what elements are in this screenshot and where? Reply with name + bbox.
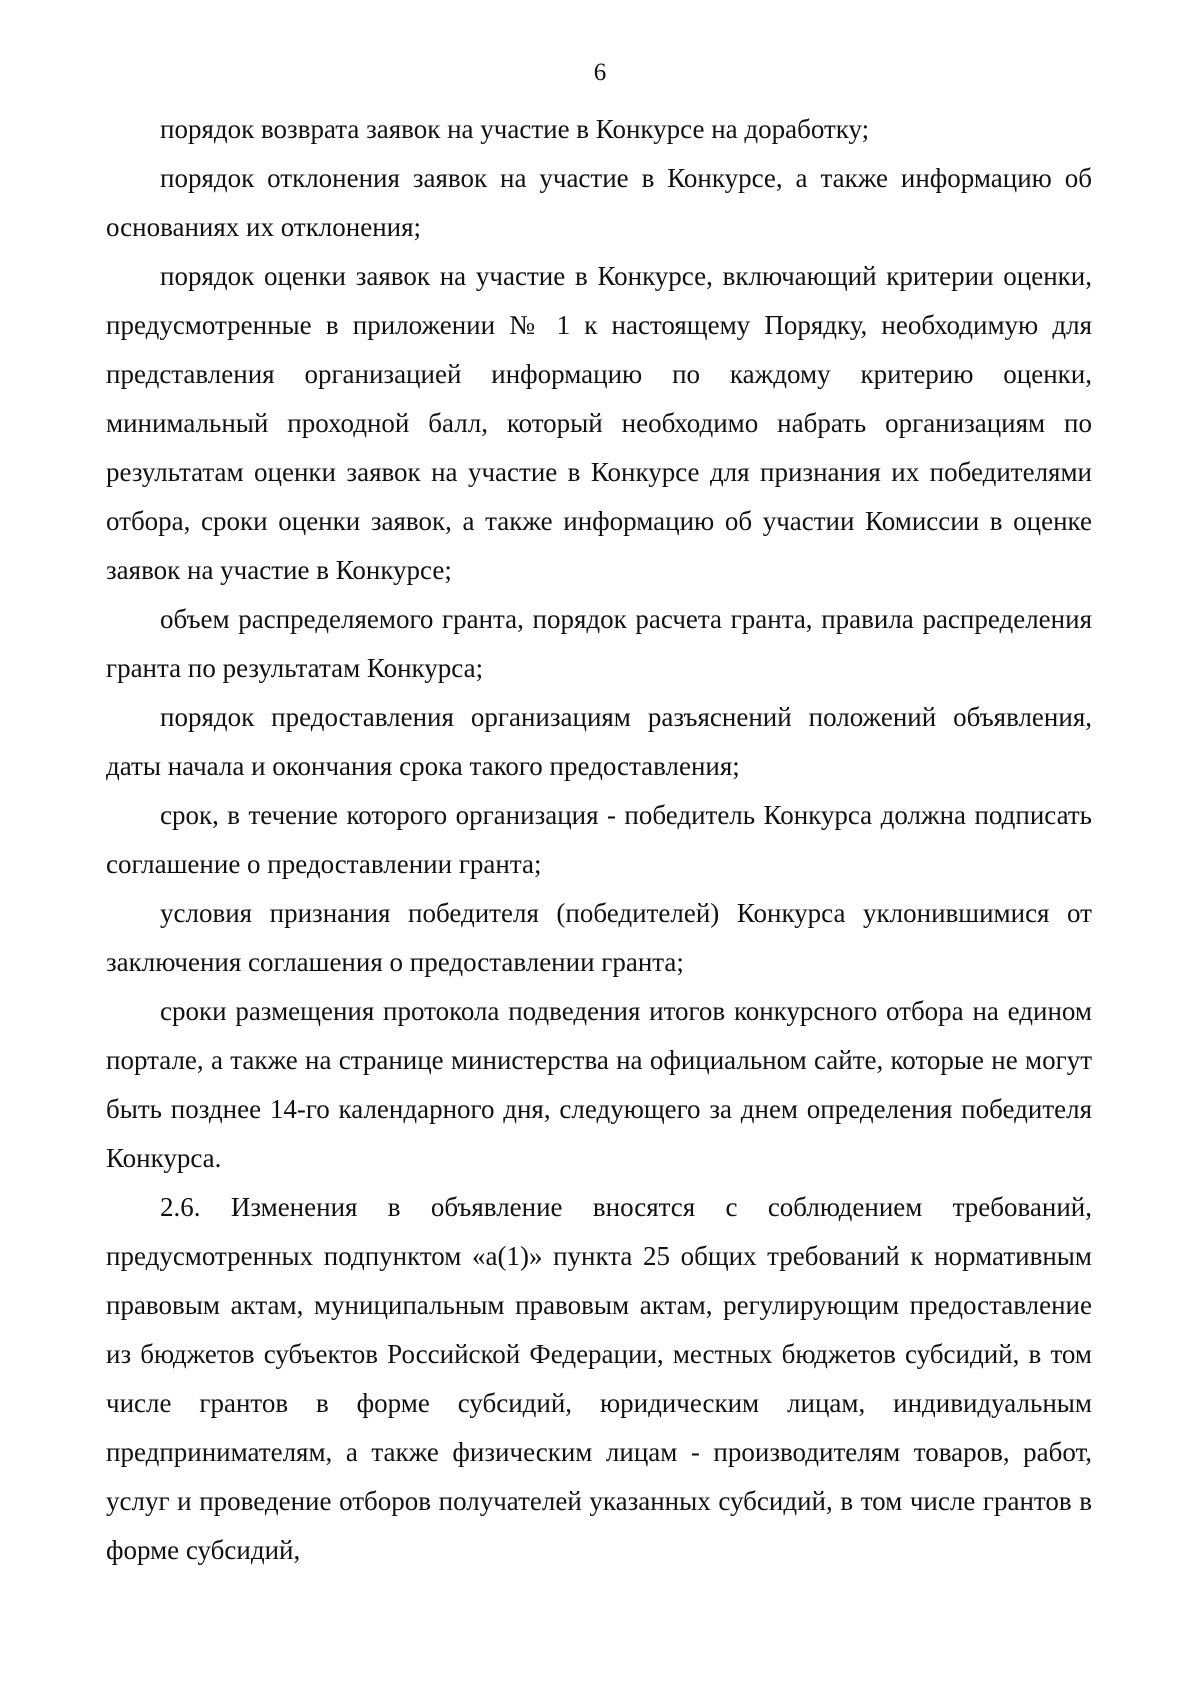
paragraph-clarifications: порядок предоставления организациям разъяснений положений объявления, даты начала и окончания срока такого предоставления; (106, 702, 1092, 781)
paragraph-protocol-terms: сроки размещения протокола подведения итогов конкурсного отбора на едином портале, а также на странице министерства на официальном сайте, которые не могут быть позднее 14-го календарного дня, следующего за днем определения победителя Конкурса. (106, 996, 1092, 1173)
paragraph-grant-volume: объем распределяемого гранта, порядок расчета гранта, правила распределения гранта по результатам Конкурса; (106, 604, 1092, 683)
paragraph-rejection-order: порядок отклонения заявок на участие в Конкурсе, а также информацию об основаниях их отклонения; (106, 163, 1092, 242)
paragraph-agreement-term: срок, в течение которого организация - победитель Конкурса должна подписать соглашение о предоставлении гранта; (106, 800, 1092, 879)
paragraph-evaluation-order: порядок оценки заявок на участие в Конкурсе, включающий критерии оценки, предусмотренные в приложении № 1 к настоящему Порядку, необходимую для представления организацией информацию по каждому критерию оценки, минимальный проходной балл, который необходимо набрать организациям по результатам оценки заявок на участие в Конкурсе для признания их победителями отбора, сроки оценки заявок, а также информацию об участии Комиссии в оценке заявок на участие в Конкурсе; (106, 261, 1092, 585)
paragraph-section-2-6: 2.6. Изменения в объявление вносятся с соблюдением требований, предусмотренных подпунктом «а(1)» пункта 25 общих требований к нормативным правовым актам, муниципальным правовым актам, регулирующим предоставление из бюджетов субъектов Российской Федерации, местных бюджетов субсидий, в том числе грантов в форме субсидий, юридическим лицам, индивидуальным предпринимателям, а также физическим лицам - производителям товаров, работ, услуг и проведение отборов получателей указанных субсидий, в том числе грантов в форме субсидий, (106, 1192, 1092, 1565)
paragraph-evasion-conditions: условия признания победителя (победителей) Конкурса уклонившимися от заключения соглашения о предоставлении гранта; (106, 898, 1092, 977)
paragraph-return-order: порядок возврата заявок на участие в Конкурсе на доработку; (160, 114, 870, 144)
page-number: 6 (593, 59, 607, 86)
document-body (106, 105, 1092, 1575)
